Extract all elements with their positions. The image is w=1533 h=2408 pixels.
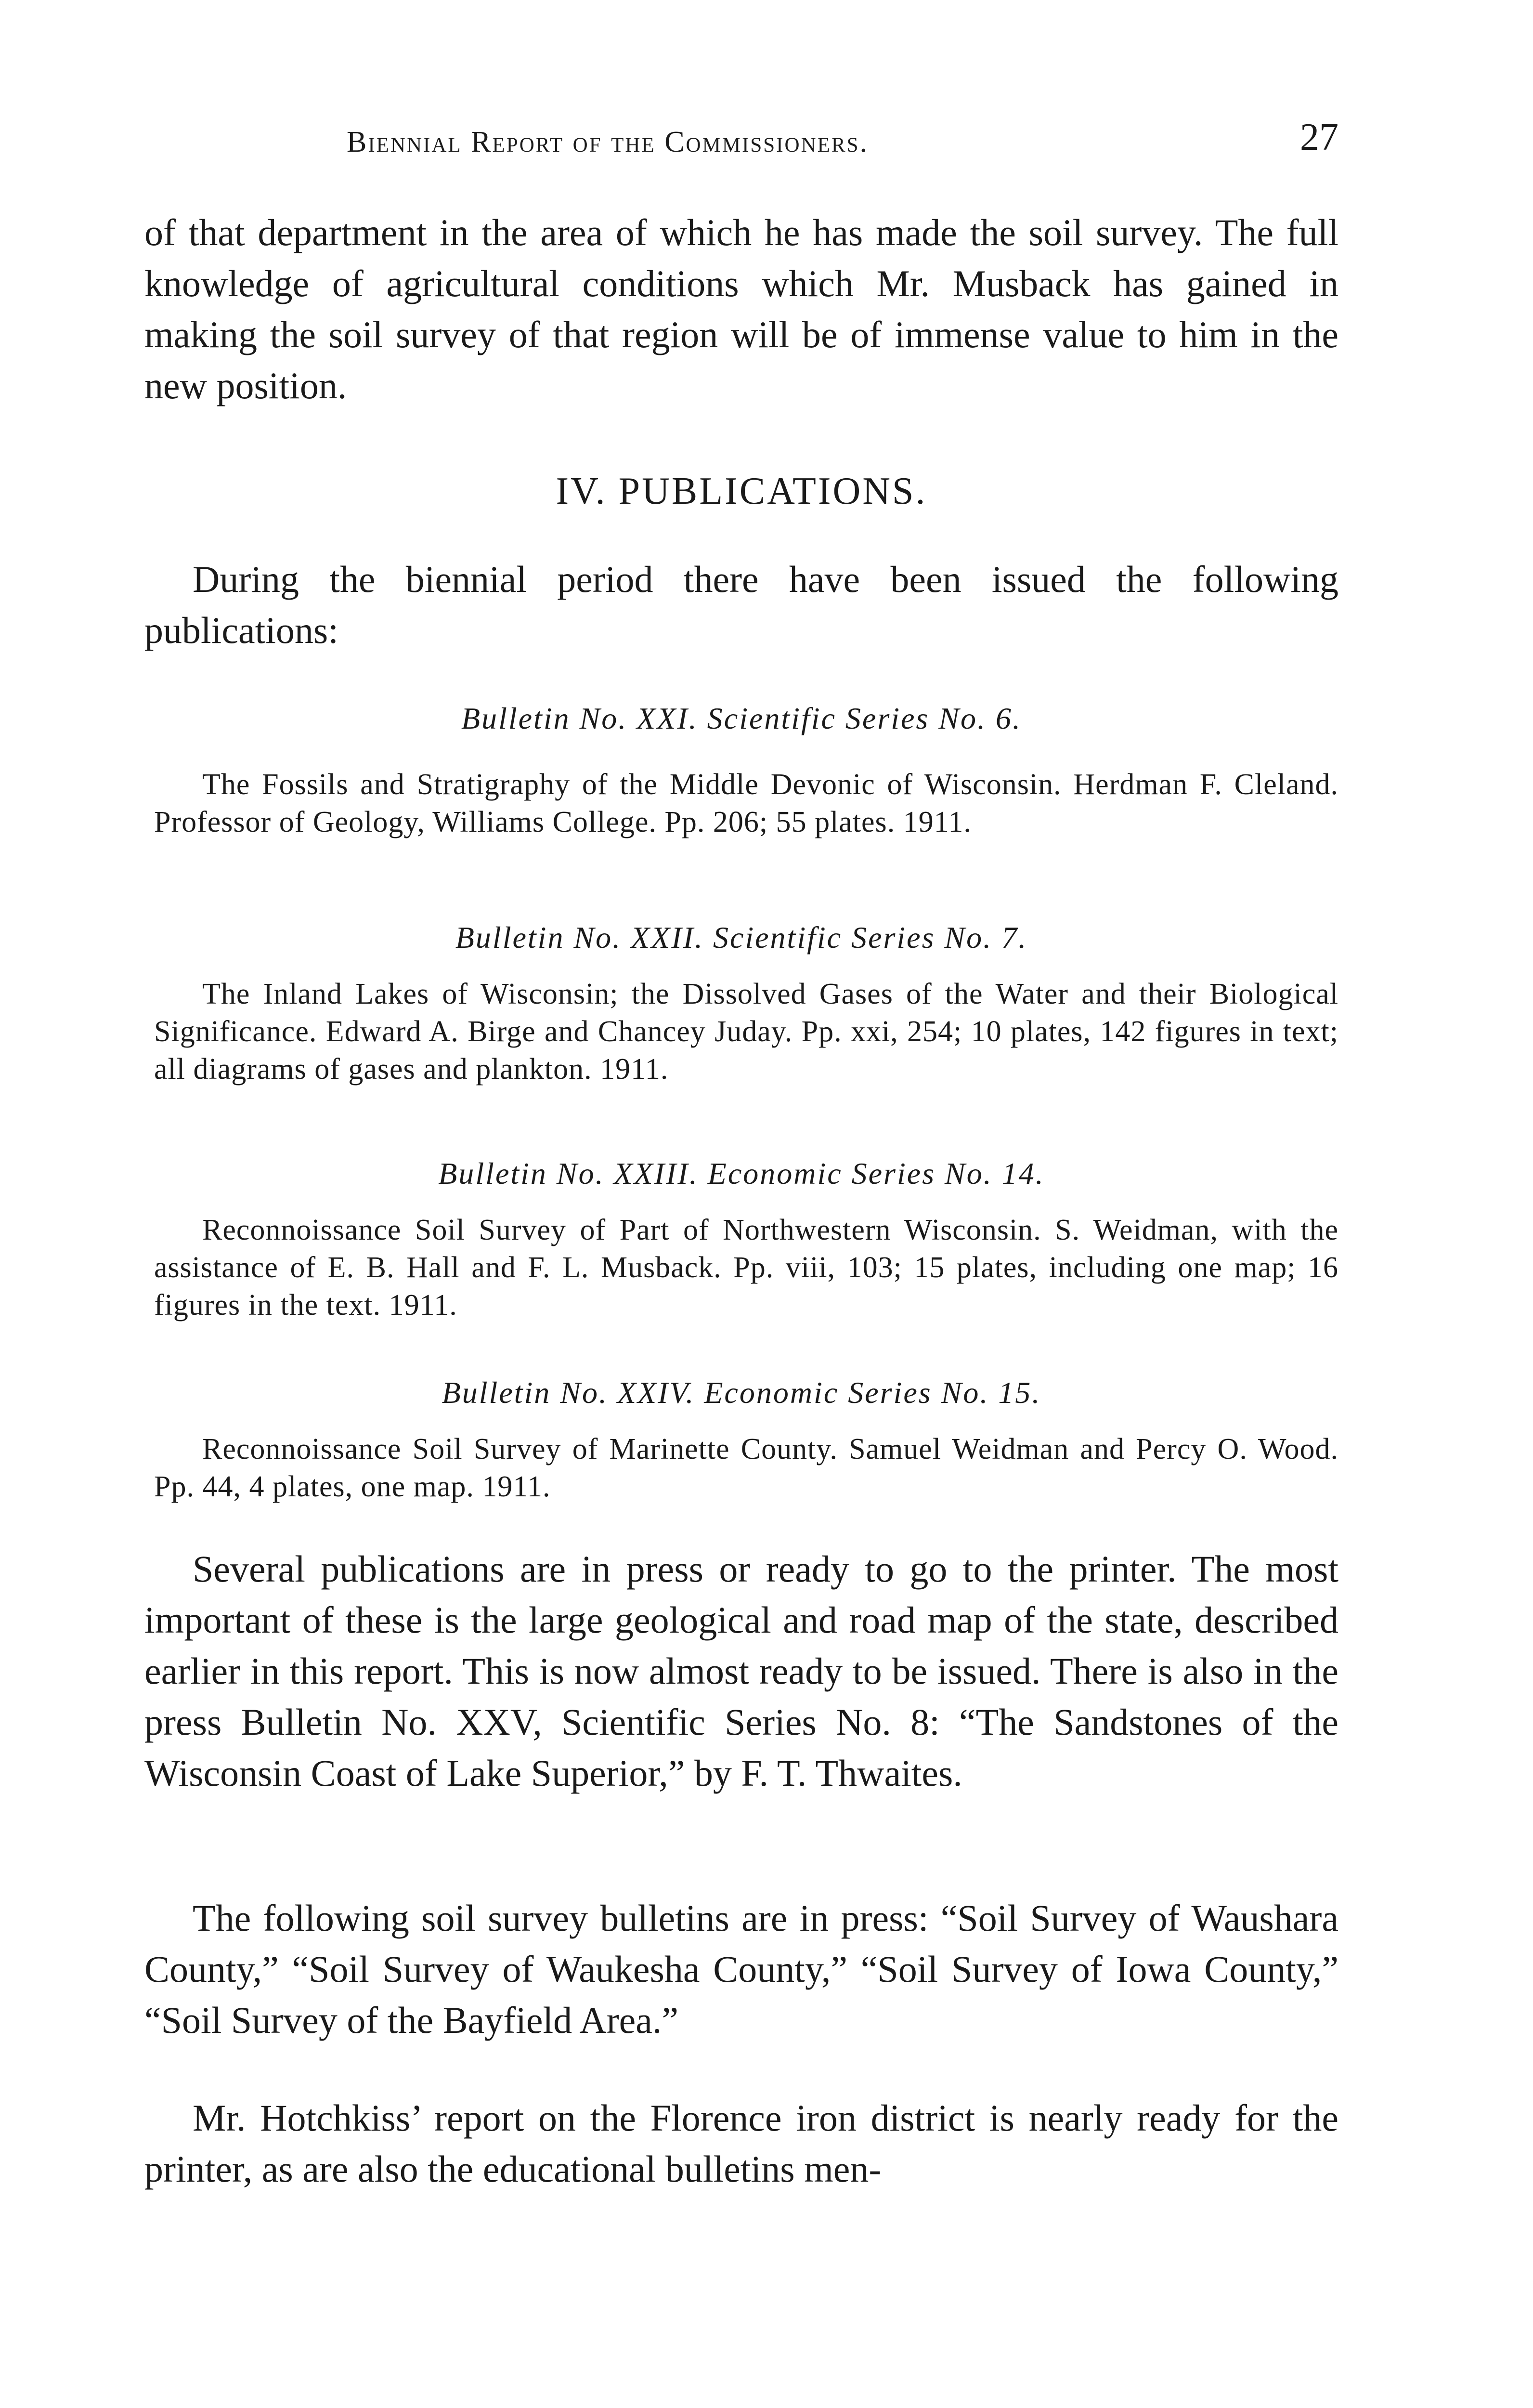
bulletin-heading: Bulletin No. XXIV. Economic Series No. 15. xyxy=(442,1375,1041,1410)
bulletin-heading: Bulletin No. XXIII. Economic Series No. 14. xyxy=(438,1156,1045,1191)
bulletin-description: The Inland Lakes of Wisconsin; the Dissolved Gases of the Water and their Biological Significance. Edward A. Birge and Chancey Juday. Pp. xxi, 254; 10 plates, 142 figures in text; all diagrams of gases and plankton. 1911. xyxy=(154,978,1338,1086)
section-heading: IV. PUBLICATIONS. xyxy=(556,470,927,512)
paragraph-publications: During the biennial period there have been issued the following publications: xyxy=(144,558,1338,651)
paragraph-intro: of that department in the area of which he has made the soil survey. The full knowledge of agricultural conditions which Mr. Musback has gained in making the soil survey of that region will be of immense value to him in the new position. xyxy=(144,211,1338,406)
paragraph-hotchkiss: Mr. Hotchkiss’ report on the Florence iron district is nearly ready for the printer, as are also the educational bulletins men- xyxy=(144,2097,1338,2190)
bulletin-description: Reconnoissance Soil Survey of Marinette County. Samuel Weidman and Percy O. Wood. Pp. 44, 4 plates, one map. 1911. xyxy=(154,1433,1338,1503)
page-number: 27 xyxy=(1300,116,1338,158)
bulletin-description: The Fossils and Stratigraphy of the Middle Devonic of Wisconsin. Herdman F. Cleland. Professor of Geology, Williams College. Pp. 206; 55 plates. 1911. xyxy=(154,768,1338,838)
bulletin-heading: Bulletin No. XXI. Scientific Series No. 6. xyxy=(461,701,1022,735)
running-head xyxy=(144,116,1338,169)
running-title: Biennial Report of the Commissioners. xyxy=(347,126,869,158)
bulletin-heading: Bulletin No. XXII. Scientific Series No. 7. xyxy=(455,920,1028,955)
paragraph-soil-bulletins: The following soil survey bulletins are in press: “Soil Survey of Waushara County,” “Soil Survey of Waukesha County,” “Soil Survey of Iowa County,” “Soil Survey of the Bayfield Area.” xyxy=(144,1897,1338,2041)
paragraph-press: Several publications are in press or ready to go to the printer. The most important of these is the large geological and road map of the state, described earlier in this report. This is now almost ready to be issued. There is also in the press Bulletin No. XXV, Scientific Series No. 8: “The Sandstones of the Wisconsin Coast of Lake Superior,” by F. T. Thwaites. xyxy=(144,1548,1338,1794)
bulletin-description: Reconnoissance Soil Survey of Part of Northwestern Wisconsin. S. Weidman, with the assistance of E. B. Hall and F. L. Musback. Pp. viii, 103; 15 plates, including one map; 16 figures in the text. 1911. xyxy=(154,1214,1338,1322)
